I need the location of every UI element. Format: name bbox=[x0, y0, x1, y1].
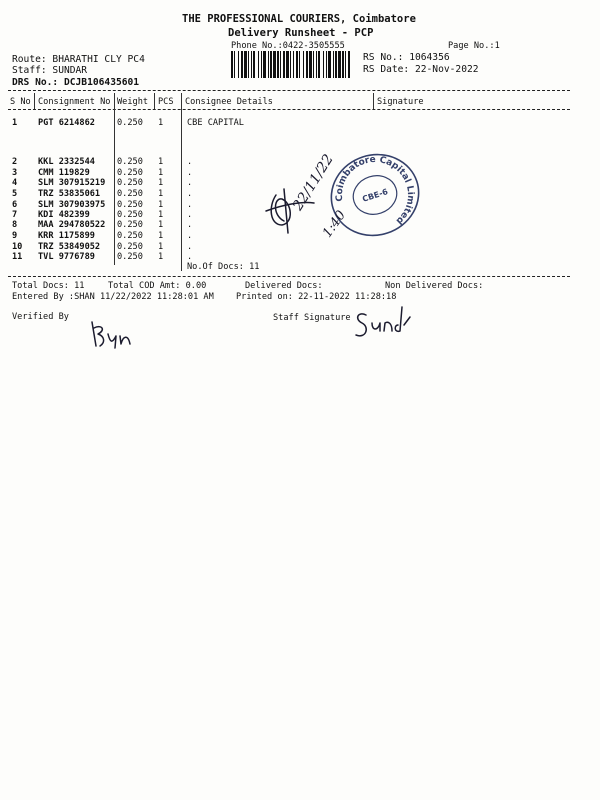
col-header-pcs: PCS bbox=[158, 97, 174, 107]
phone-number: Phone No.:0422-3505555 bbox=[231, 41, 345, 51]
row-consignment-no: KKL 2332544 bbox=[38, 157, 95, 167]
delivered-docs: Delivered Docs: bbox=[245, 281, 323, 291]
row-pcs: 1 bbox=[158, 118, 164, 128]
row-weight: 0.250 bbox=[117, 118, 143, 128]
row-sno: 4 bbox=[12, 178, 18, 188]
verified-by-label: Verified By bbox=[12, 312, 69, 322]
barcode-bar bbox=[238, 51, 239, 78]
row-weight: 0.250 bbox=[117, 157, 143, 167]
row-pcs: 1 bbox=[158, 231, 164, 241]
verifier-signature bbox=[88, 318, 138, 352]
row-consignment-no: TVL 9776789 bbox=[38, 252, 95, 262]
row-consignee: . bbox=[187, 242, 193, 252]
row-consignment-no: CMM 119829 bbox=[38, 168, 90, 178]
barcode-bar bbox=[258, 51, 259, 78]
col-divider bbox=[34, 93, 35, 109]
barcode-bar bbox=[241, 51, 243, 78]
barcode-bar bbox=[248, 51, 249, 78]
row-pcs: 1 bbox=[158, 168, 164, 178]
barcode-bar bbox=[326, 51, 327, 78]
table-header-rule bbox=[8, 109, 570, 110]
row-pcs: 1 bbox=[158, 189, 164, 199]
document-title: Delivery Runsheet - PCP bbox=[228, 27, 374, 39]
company-name: THE PROFESSIONAL COURIERS, Coimbatore bbox=[182, 13, 416, 25]
row-sno: 1 bbox=[12, 118, 18, 128]
barcode-bar bbox=[286, 51, 289, 78]
row-consignment-no: TRZ 53849052 bbox=[38, 242, 101, 252]
row-sno: 9 bbox=[12, 231, 18, 241]
barcode-bar bbox=[293, 51, 294, 78]
col-header-consignment: Consignment No bbox=[38, 97, 111, 107]
row-consignment-no: KDI 482399 bbox=[38, 210, 90, 220]
row-weight: 0.250 bbox=[117, 189, 143, 199]
row-sno: 7 bbox=[12, 210, 18, 220]
row-weight: 0.250 bbox=[117, 231, 143, 241]
row-weight: 0.250 bbox=[117, 210, 143, 220]
barcode-bar bbox=[328, 51, 331, 78]
page-number: Page No.:1 bbox=[448, 41, 500, 51]
barcode-bar bbox=[309, 51, 312, 78]
barcode-bar bbox=[283, 51, 285, 78]
row-sno: 5 bbox=[12, 189, 18, 199]
col-header-consignee: Consignee Details bbox=[185, 97, 273, 107]
barcode-bar bbox=[338, 51, 341, 78]
table-top-rule bbox=[8, 90, 570, 91]
row-weight: 0.250 bbox=[117, 242, 143, 252]
handwritten-time: 1:40 bbox=[320, 208, 350, 241]
barcode-bar bbox=[280, 51, 281, 78]
row-consignment-no: KRR 1175899 bbox=[38, 231, 95, 241]
row-consignment-no: TRZ 53835061 bbox=[38, 189, 101, 199]
staff-signature-label: Staff Signature bbox=[273, 313, 351, 323]
barcode-bar bbox=[234, 51, 235, 78]
barcode-bar bbox=[345, 51, 346, 78]
printed-on: Printed on: 22-11-2022 11:28:18 bbox=[236, 292, 397, 302]
col-header-weight: Weight bbox=[117, 97, 149, 107]
rs-date: RS Date: 22-Nov-2022 bbox=[363, 64, 479, 75]
barcode-bar bbox=[316, 51, 317, 78]
row-sno: 6 bbox=[12, 200, 18, 210]
barcode-bar bbox=[270, 51, 272, 78]
row-sno: 11 bbox=[12, 252, 23, 262]
row-consignee: . bbox=[187, 210, 193, 220]
barcode-bar bbox=[323, 51, 324, 78]
row-pcs: 1 bbox=[158, 252, 164, 262]
row-weight: 0.250 bbox=[117, 200, 143, 210]
stamp-center-text: CBE-6 bbox=[361, 187, 390, 204]
row-weight: 0.250 bbox=[117, 220, 143, 230]
row-consignment-no: SLM 307903975 bbox=[38, 200, 106, 210]
barcode-bar bbox=[268, 51, 269, 78]
barcode-bar bbox=[273, 51, 276, 78]
barcode-bar bbox=[263, 51, 266, 78]
row-weight: 0.250 bbox=[117, 168, 143, 178]
route-label: Route: BHARATHI CLY PC4 bbox=[12, 54, 145, 65]
barcode-bar bbox=[296, 51, 298, 78]
barcode-bar bbox=[244, 51, 247, 78]
row-consignment-no: MAA 294780522 bbox=[38, 220, 106, 230]
col-header-sno: S No bbox=[10, 97, 31, 107]
barcode-bar bbox=[253, 51, 255, 78]
drs-number: DRS No.: DCJB106435601 bbox=[12, 77, 140, 88]
row-consignee: CBE CAPITAL bbox=[187, 118, 244, 128]
row-consignment-no: PGT 6214862 bbox=[38, 118, 95, 128]
barcode-bar bbox=[348, 51, 350, 78]
stamp-ring-text: Coimbatore Capital Limited bbox=[334, 154, 416, 226]
col-header-signature: Signature bbox=[377, 97, 424, 107]
barcode-bar bbox=[251, 51, 252, 78]
row-sno: 2 bbox=[12, 157, 18, 167]
barcode-bar bbox=[342, 51, 344, 78]
col-divider bbox=[373, 93, 374, 109]
staff-signature-image bbox=[352, 303, 414, 345]
entered-by: Entered By :SHAN 11/22/2022 11:28:01 AM bbox=[12, 292, 214, 302]
no-of-docs: No.Of Docs: 11 bbox=[187, 262, 260, 272]
barcode-bar bbox=[318, 51, 320, 78]
row-consignee: . bbox=[187, 178, 193, 188]
row-pcs: 1 bbox=[158, 210, 164, 220]
barcode-bar bbox=[313, 51, 314, 78]
row-weight: 0.250 bbox=[117, 178, 143, 188]
row-consignee: . bbox=[187, 252, 193, 262]
barcode-bar bbox=[290, 51, 291, 78]
rs-number: RS No.: 1064356 bbox=[363, 52, 450, 63]
total-docs: Total Docs: 11 bbox=[12, 281, 85, 291]
row-pcs: 1 bbox=[158, 220, 164, 230]
table-bottom-rule bbox=[8, 276, 570, 277]
handwritten-date: 22/11/22 bbox=[290, 151, 337, 214]
table-row bbox=[0, 118, 600, 130]
row-weight: 0.250 bbox=[117, 252, 143, 262]
row-pcs: 1 bbox=[158, 242, 164, 252]
barcode-bar bbox=[333, 51, 334, 78]
row-pcs: 1 bbox=[158, 178, 164, 188]
barcode-bar bbox=[261, 51, 262, 78]
row-consignee: . bbox=[187, 231, 193, 241]
row-sno: 8 bbox=[12, 220, 18, 230]
barcode-bar bbox=[277, 51, 279, 78]
row-pcs: 1 bbox=[158, 157, 164, 167]
row-consignee: . bbox=[187, 200, 193, 210]
barcode-bar bbox=[231, 51, 233, 78]
row-sno: 10 bbox=[12, 242, 23, 252]
col-divider bbox=[154, 93, 155, 109]
non-delivered-docs: Non Delivered Docs: bbox=[385, 281, 484, 291]
row-consignee: . bbox=[187, 189, 193, 199]
row-consignee: . bbox=[187, 168, 193, 178]
barcode-bar bbox=[335, 51, 337, 78]
barcode-bar bbox=[306, 51, 308, 78]
staff-label: Staff: SUNDAR bbox=[12, 65, 88, 76]
barcode-bar bbox=[299, 51, 300, 78]
row-sno: 3 bbox=[12, 168, 18, 178]
row-consignment-no: SLM 307915219 bbox=[38, 178, 106, 188]
total-cod: Total COD Amt: 0.00 bbox=[108, 281, 207, 291]
row-consignee: . bbox=[187, 157, 193, 167]
row-pcs: 1 bbox=[158, 200, 164, 210]
barcode-bar bbox=[303, 51, 304, 78]
row-consignee: . bbox=[187, 220, 193, 230]
barcode-image bbox=[231, 51, 353, 78]
